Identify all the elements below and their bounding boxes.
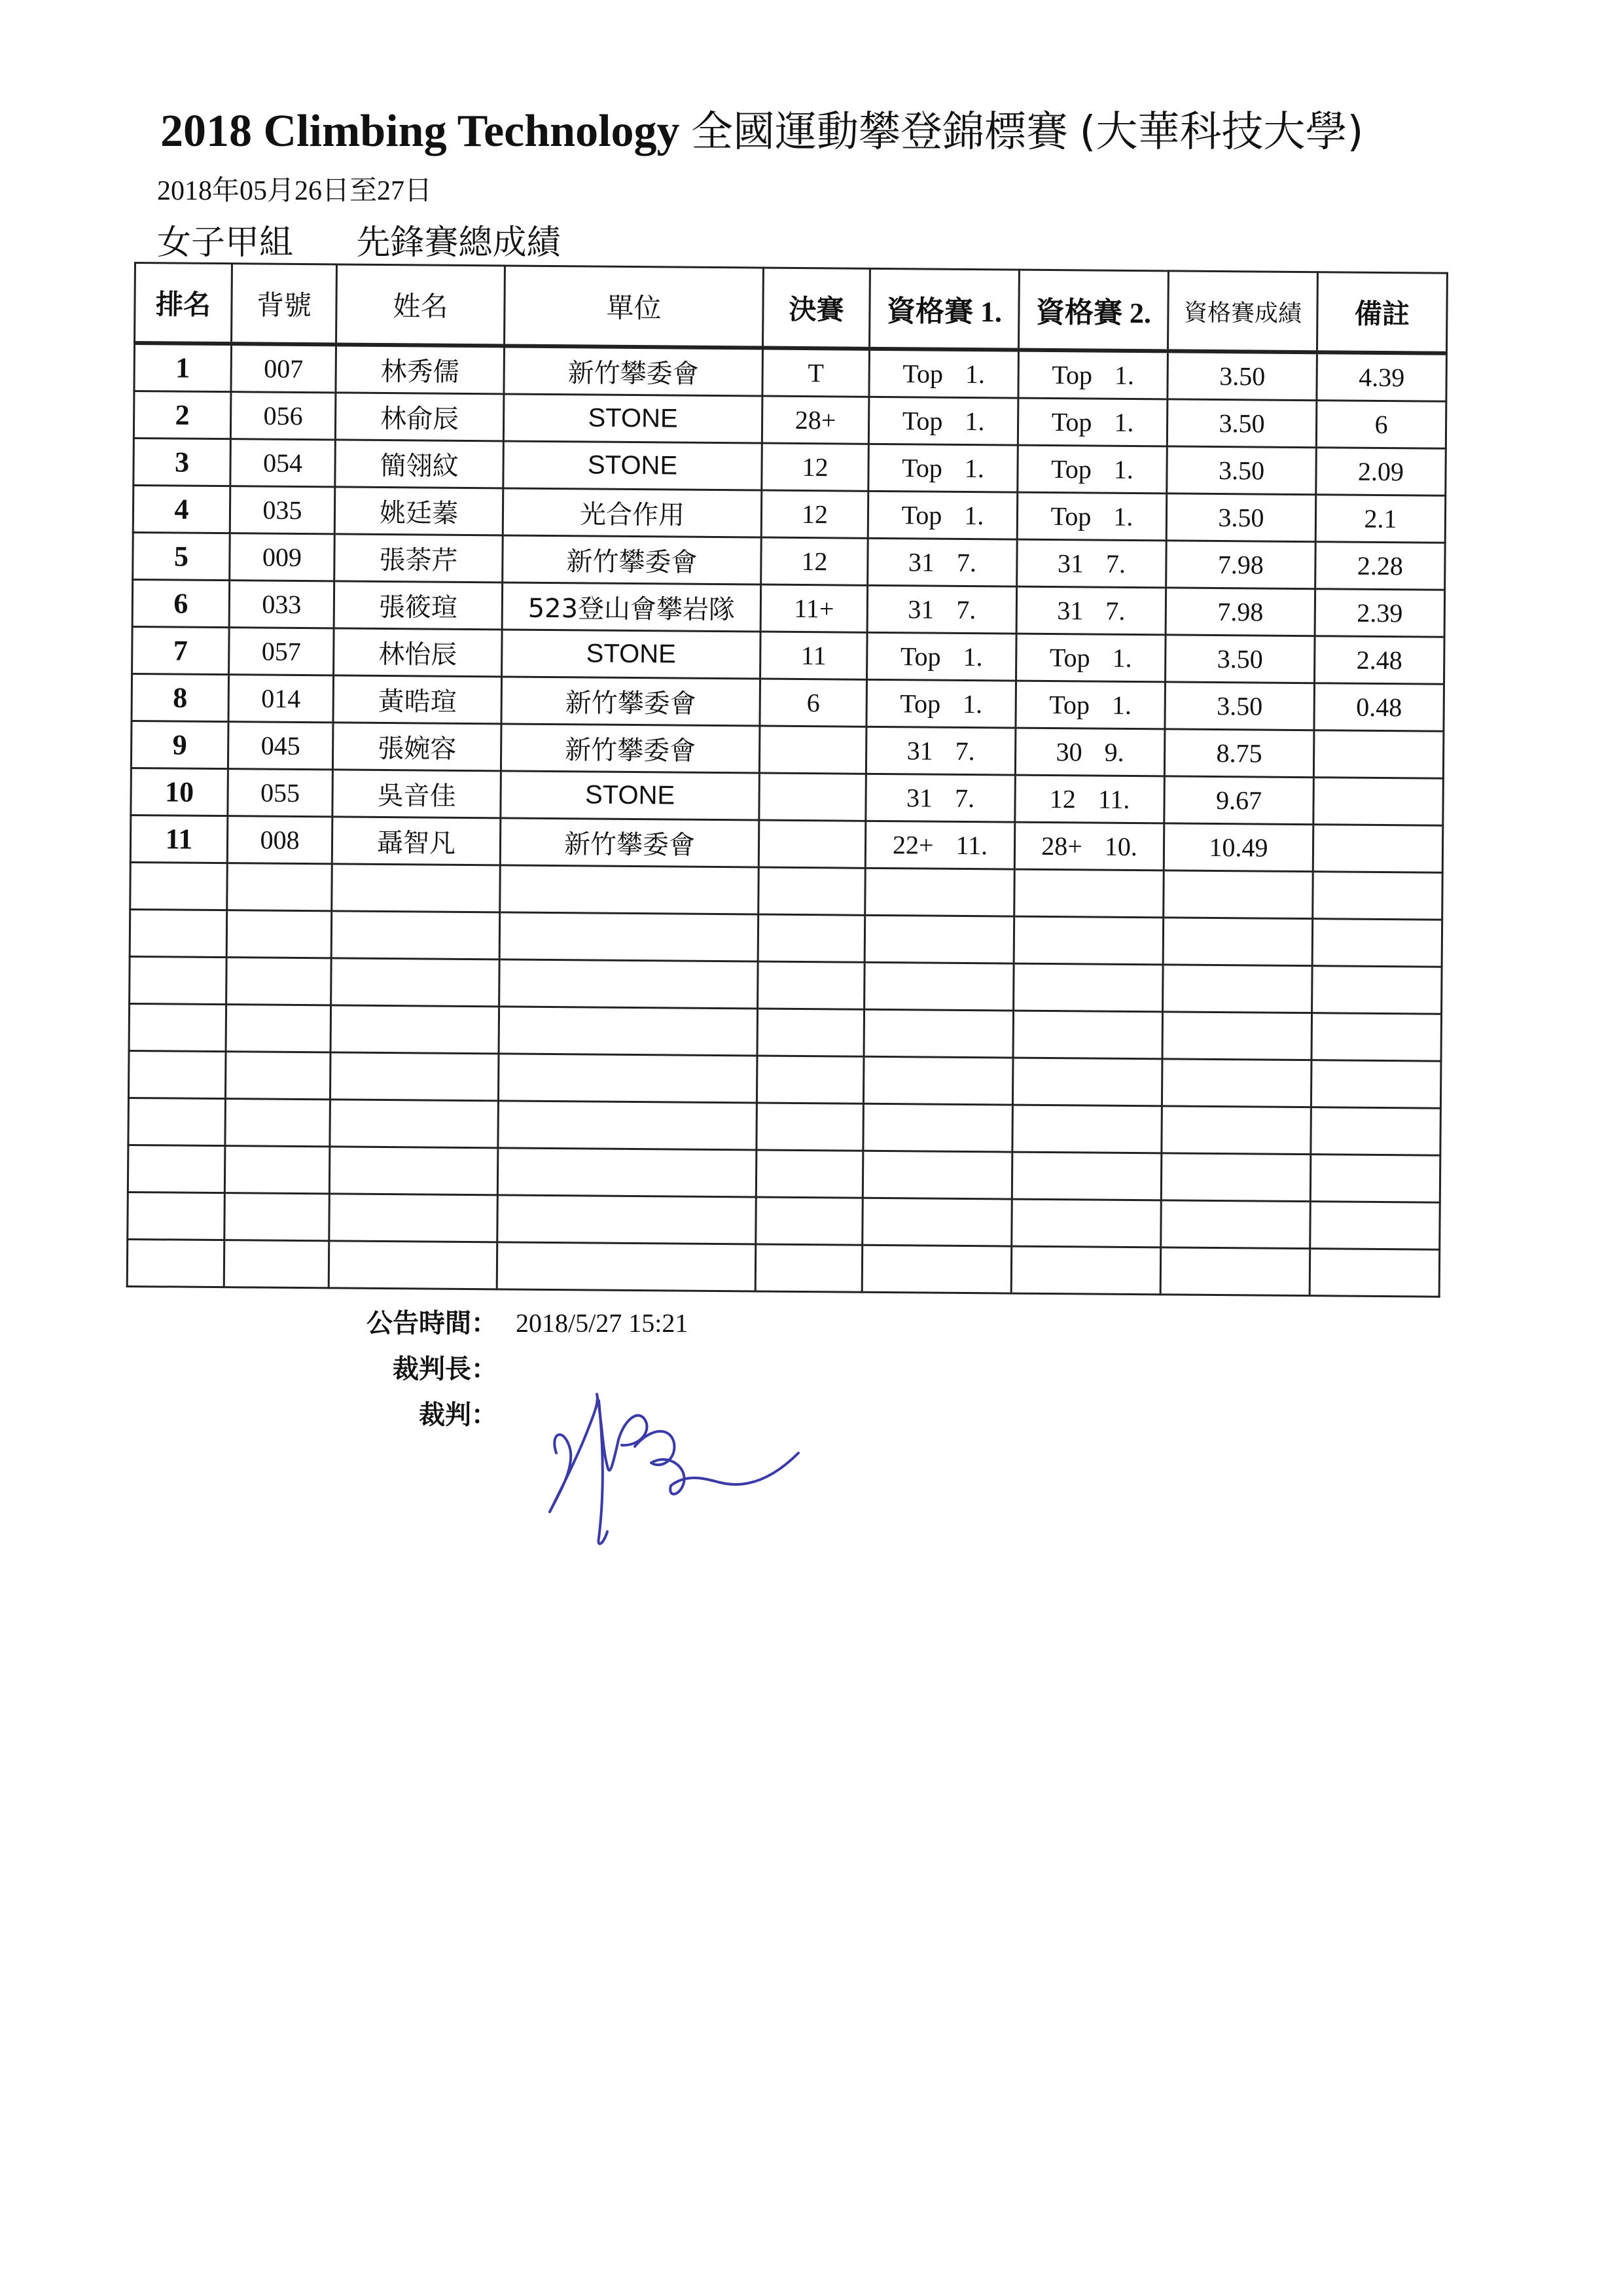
qualifier-1-rank: 7. bbox=[955, 736, 975, 766]
empty-cell bbox=[330, 1005, 499, 1054]
empty-cell bbox=[127, 1239, 224, 1287]
qualifier-1-cell bbox=[869, 349, 1019, 398]
header-qualifier-score: 資格賽成績 bbox=[1168, 271, 1317, 352]
empty-cell bbox=[497, 1195, 757, 1244]
rank-cell: 1 bbox=[134, 343, 232, 392]
empty-cell bbox=[128, 1050, 226, 1098]
empty-cell bbox=[130, 909, 227, 957]
empty-cell bbox=[1162, 1059, 1311, 1107]
empty-cell bbox=[1311, 1013, 1442, 1062]
empty-cell bbox=[865, 962, 1014, 1011]
qualifier-1-rank: 11. bbox=[955, 830, 988, 861]
team-cell: STONE bbox=[502, 630, 761, 679]
qualifier-1-rank: 1. bbox=[964, 453, 985, 484]
empty-cell bbox=[129, 1003, 226, 1051]
announce-time-row bbox=[340, 1302, 688, 1340]
team-cell: 523登山會攀岩隊 bbox=[502, 583, 761, 632]
qualifier-2-rank: 7. bbox=[1105, 548, 1126, 579]
note-cell bbox=[1313, 730, 1444, 779]
qualifier-1-result: Top bbox=[902, 406, 943, 436]
qualifier-2-result: 12 bbox=[1049, 784, 1077, 814]
qualifier-1-cell bbox=[868, 491, 1018, 539]
name-cell: 張婉容 bbox=[332, 723, 501, 771]
rank-cell: 6 bbox=[132, 579, 230, 627]
name-cell: 林俞辰 bbox=[335, 393, 504, 441]
qualifier-2-rank: 1. bbox=[1113, 501, 1133, 531]
rank-cell: 8 bbox=[132, 673, 229, 721]
final-cell: 12 bbox=[761, 537, 868, 585]
name-cell: 黃晧瑄 bbox=[333, 675, 502, 724]
qualifier-2-result: 28+ bbox=[1041, 831, 1082, 861]
qualifier-2-rank: 1. bbox=[1114, 407, 1134, 438]
results-table bbox=[126, 262, 1448, 1298]
empty-cell bbox=[1162, 1012, 1312, 1060]
empty-cell bbox=[757, 1056, 864, 1103]
qualifier-1-cell bbox=[866, 726, 1016, 775]
name-cell: 張筱瑄 bbox=[334, 581, 503, 630]
empty-cell bbox=[1160, 1247, 1310, 1296]
empty-cell bbox=[498, 1101, 757, 1150]
event-label: 先鋒賽總成績 bbox=[356, 223, 561, 262]
rank-cell: 7 bbox=[132, 626, 230, 674]
announce-time-value: 2018/5/27 15:21 bbox=[516, 1308, 688, 1338]
qualifier-score-cell: 3.50 bbox=[1165, 682, 1315, 730]
header-team: 單位 bbox=[505, 266, 764, 348]
note-cell: 6 bbox=[1316, 401, 1446, 449]
bib-cell: 054 bbox=[230, 439, 336, 487]
empty-cell bbox=[1310, 1155, 1440, 1203]
qualifier-1-cell bbox=[868, 444, 1018, 492]
qualifier-1-cell bbox=[867, 585, 1017, 634]
qualifier-2-result: 31 bbox=[1057, 548, 1084, 579]
team-cell: 新竹攀委會 bbox=[500, 818, 759, 867]
qualifier-1-rank: 1. bbox=[964, 500, 984, 531]
empty-cell bbox=[1310, 1202, 1440, 1250]
team-cell: 光合作用 bbox=[503, 488, 762, 537]
empty-cell bbox=[1163, 918, 1313, 966]
qualifier-2-cell bbox=[1016, 681, 1166, 729]
qualifier-2-cell bbox=[1017, 539, 1167, 588]
empty-cell bbox=[331, 958, 500, 1007]
empty-cell bbox=[1311, 1060, 1441, 1109]
empty-cell bbox=[863, 1056, 1013, 1105]
team-cell: 新竹攀委會 bbox=[501, 677, 760, 726]
bib-cell: 033 bbox=[229, 581, 334, 628]
chief-judge-row bbox=[340, 1348, 497, 1386]
empty-cell bbox=[497, 1148, 757, 1197]
qualifier-score-cell: 3.50 bbox=[1166, 493, 1316, 542]
empty-cell bbox=[1014, 869, 1164, 918]
empty-cell bbox=[1161, 1200, 1311, 1249]
section-heading bbox=[157, 215, 561, 264]
name-cell: 林秀儒 bbox=[336, 344, 505, 394]
empty-cell bbox=[226, 910, 332, 958]
empty-cell bbox=[498, 1054, 757, 1103]
qualifier-2-result: Top bbox=[1051, 454, 1092, 484]
qualifier-1-result: 22+ bbox=[892, 830, 934, 860]
empty-cell bbox=[130, 862, 228, 910]
final-cell bbox=[758, 820, 866, 868]
announce-time-label: 公告時間： bbox=[366, 1308, 497, 1338]
bib-cell: 056 bbox=[230, 392, 336, 440]
empty-cell bbox=[224, 1193, 330, 1241]
qualifier-2-rank: 9. bbox=[1104, 737, 1124, 767]
note-cell: 4.39 bbox=[1317, 352, 1447, 401]
empty-cell bbox=[758, 914, 865, 962]
empty-cell bbox=[500, 865, 759, 914]
note-cell: 0.48 bbox=[1314, 683, 1444, 732]
empty-cell bbox=[1014, 963, 1164, 1012]
empty-cell bbox=[863, 1151, 1012, 1199]
empty-cell bbox=[225, 1052, 330, 1100]
title-prefix: 2018 Climbing Technology bbox=[160, 106, 680, 156]
qualifier-1-result: Top bbox=[900, 641, 941, 672]
qualifier-1-result: Top bbox=[902, 453, 943, 483]
final-cell: 12 bbox=[762, 443, 869, 491]
empty-cell bbox=[864, 1009, 1014, 1058]
qualifier-1-rank: 1. bbox=[962, 689, 983, 719]
qualifier-1-rank: 7. bbox=[956, 594, 976, 625]
team-cell: 新竹攀委會 bbox=[504, 346, 763, 396]
empty-cell bbox=[499, 1007, 758, 1056]
qualifier-2-result: Top bbox=[1049, 690, 1090, 720]
qualifier-2-cell bbox=[1018, 350, 1168, 399]
bib-cell: 009 bbox=[230, 533, 335, 581]
final-cell: 6 bbox=[760, 679, 867, 726]
results-table-wrapper bbox=[126, 262, 1446, 1298]
empty-cell bbox=[1014, 916, 1164, 965]
note-cell: 2.09 bbox=[1316, 448, 1446, 496]
empty-cell bbox=[224, 1240, 329, 1288]
qualifier-2-cell bbox=[1015, 728, 1165, 776]
qualifier-1-cell bbox=[866, 679, 1016, 728]
qualifier-2-cell bbox=[1017, 492, 1167, 541]
empty-cell bbox=[499, 960, 758, 1009]
empty-cell bbox=[130, 956, 227, 1004]
title-suffix: (大華科技大學) bbox=[1079, 108, 1364, 156]
empty-cell bbox=[1011, 1246, 1161, 1295]
qualifier-1-result: 31 bbox=[906, 783, 933, 813]
qualifier-2-result: Top bbox=[1051, 407, 1092, 437]
empty-cell bbox=[1161, 1153, 1311, 1202]
division-label: 女子甲組 bbox=[157, 223, 294, 262]
qualifier-1-result: Top bbox=[902, 359, 944, 389]
empty-cell bbox=[756, 1197, 863, 1245]
empty-cell bbox=[1012, 1058, 1162, 1106]
empty-cell bbox=[758, 867, 866, 915]
empty-cell bbox=[497, 1242, 756, 1291]
qualifier-2-cell bbox=[1014, 822, 1164, 870]
qualifier-1-cell bbox=[867, 632, 1017, 681]
team-cell: STONE bbox=[501, 771, 760, 820]
header-qualifier-2: 資格賽 2. bbox=[1018, 270, 1168, 351]
empty-cell bbox=[499, 912, 758, 961]
empty-cell bbox=[758, 961, 865, 1009]
qualifier-1-result: 31 bbox=[908, 594, 935, 624]
qualifier-score-cell: 7.98 bbox=[1166, 541, 1316, 589]
empty-cell bbox=[1012, 1199, 1162, 1247]
header-name: 姓名 bbox=[336, 264, 505, 346]
empty-cell bbox=[1312, 919, 1442, 967]
qualifier-1-rank: 1. bbox=[965, 359, 986, 389]
qualifier-2-result: 30 bbox=[1056, 737, 1082, 767]
rank-cell: 3 bbox=[134, 439, 231, 486]
final-cell: 11+ bbox=[760, 584, 868, 632]
bib-cell: 045 bbox=[228, 722, 333, 770]
empty-cell bbox=[225, 1099, 330, 1147]
qualifier-2-rank: 10. bbox=[1104, 831, 1137, 862]
qualifier-1-result: 31 bbox=[908, 547, 935, 577]
name-cell: 張荼芹 bbox=[334, 534, 503, 583]
judge-signature bbox=[537, 1355, 831, 1551]
empty-cell bbox=[1013, 1011, 1163, 1059]
empty-cell bbox=[1012, 1152, 1162, 1200]
name-cell: 聶智凡 bbox=[332, 817, 501, 865]
team-cell: STONE bbox=[503, 394, 762, 443]
empty-cell bbox=[757, 1009, 865, 1056]
qualifier-2-result: Top bbox=[1049, 643, 1090, 673]
bib-cell: 055 bbox=[228, 769, 333, 817]
empty-cell bbox=[226, 958, 332, 1005]
empty-cell bbox=[756, 1150, 863, 1198]
final-cell: 28+ bbox=[762, 396, 869, 444]
qualifier-1-result: 31 bbox=[906, 736, 933, 766]
team-cell: STONE bbox=[503, 441, 762, 490]
rank-cell: 5 bbox=[133, 532, 230, 580]
bib-cell: 057 bbox=[229, 628, 334, 675]
empty-cell bbox=[330, 1100, 499, 1148]
rank-cell: 4 bbox=[133, 486, 230, 533]
empty-cell bbox=[863, 1103, 1013, 1152]
header-rank: 排名 bbox=[135, 263, 232, 344]
rank-cell: 9 bbox=[131, 721, 228, 768]
empty-cell bbox=[329, 1147, 498, 1195]
qualifier-1-cell bbox=[866, 774, 1016, 822]
note-cell bbox=[1313, 778, 1444, 826]
empty-cell bbox=[331, 911, 500, 960]
rank-cell: 2 bbox=[134, 391, 231, 439]
empty-cell bbox=[1311, 1107, 1441, 1156]
qualifier-score-cell: 9.67 bbox=[1164, 776, 1314, 825]
bib-cell: 014 bbox=[228, 675, 334, 723]
qualifier-1-rank: 1. bbox=[965, 406, 985, 437]
qualifier-2-rank: 1. bbox=[1114, 360, 1135, 391]
qualifier-2-result: 31 bbox=[1057, 596, 1084, 626]
name-cell: 簡翎紋 bbox=[335, 440, 504, 488]
qualifier-2-rank: 11. bbox=[1097, 784, 1130, 814]
empty-cell bbox=[224, 1146, 330, 1194]
empty-cell bbox=[863, 1198, 1012, 1246]
team-cell: 新竹攀委會 bbox=[501, 724, 760, 773]
empty-cell bbox=[1012, 1105, 1162, 1153]
document-title bbox=[160, 98, 1363, 158]
empty-cell bbox=[329, 1241, 497, 1289]
empty-cell bbox=[757, 1103, 864, 1151]
empty-cell bbox=[128, 1192, 225, 1240]
qualifier-2-cell bbox=[1016, 586, 1166, 635]
qualifier-score-cell: 3.50 bbox=[1168, 351, 1317, 400]
qualifier-2-rank: 7. bbox=[1105, 596, 1126, 626]
qualifier-1-rank: 1. bbox=[963, 641, 983, 672]
note-cell bbox=[1313, 825, 1443, 873]
judge-label: 裁判： bbox=[419, 1400, 497, 1430]
team-cell: 新竹攀委會 bbox=[503, 535, 762, 584]
qualifier-2-cell bbox=[1015, 775, 1165, 823]
results-body bbox=[127, 343, 1446, 1297]
empty-cell bbox=[1163, 965, 1313, 1013]
bib-cell: 035 bbox=[230, 486, 335, 534]
qualifier-score-cell: 10.49 bbox=[1164, 823, 1313, 872]
empty-cell bbox=[862, 1245, 1012, 1293]
empty-cell bbox=[1312, 966, 1442, 1014]
qualifier-1-rank: 7. bbox=[956, 547, 977, 578]
qualifier-2-rank: 1. bbox=[1113, 454, 1134, 485]
title-main: 全國運動攀登錦標賽 bbox=[691, 108, 1069, 156]
table-header-row bbox=[135, 263, 1448, 353]
qualifier-score-cell: 8.75 bbox=[1164, 729, 1314, 778]
qualifier-1-rank: 7. bbox=[954, 783, 975, 814]
empty-cell bbox=[1313, 872, 1443, 920]
final-cell: 12 bbox=[761, 490, 868, 538]
rank-cell: 11 bbox=[130, 815, 228, 863]
competition-date: 2018年05月26日至27日 bbox=[157, 176, 433, 206]
header-bib: 背號 bbox=[232, 264, 337, 345]
name-cell: 吳音佳 bbox=[332, 770, 501, 818]
empty-table-row bbox=[127, 1239, 1440, 1297]
qualifier-2-result: Top bbox=[1052, 360, 1093, 390]
empty-cell bbox=[1310, 1249, 1440, 1297]
empty-cell bbox=[226, 1005, 331, 1052]
rank-cell: 10 bbox=[131, 768, 228, 816]
final-cell bbox=[759, 726, 866, 774]
qualifier-score-cell: 3.50 bbox=[1167, 446, 1317, 495]
empty-cell bbox=[865, 915, 1014, 963]
note-cell: 2.39 bbox=[1315, 589, 1445, 637]
qualifier-2-result: Top bbox=[1050, 501, 1092, 531]
qualifier-score-cell: 3.50 bbox=[1166, 635, 1315, 683]
qualifier-2-cell bbox=[1018, 398, 1168, 446]
header-note: 備註 bbox=[1317, 272, 1447, 353]
header-final: 決賽 bbox=[762, 268, 870, 349]
final-cell bbox=[759, 773, 866, 821]
qualifier-1-cell bbox=[868, 397, 1018, 445]
empty-cell bbox=[755, 1244, 863, 1292]
bib-cell: 007 bbox=[231, 344, 336, 393]
name-cell: 林怡辰 bbox=[334, 628, 503, 677]
qualifier-1-cell bbox=[868, 538, 1018, 586]
name-cell: 姚廷蓁 bbox=[334, 487, 503, 535]
empty-cell bbox=[329, 1194, 498, 1242]
final-cell: 11 bbox=[760, 632, 868, 679]
qualifier-score-cell: 7.98 bbox=[1166, 588, 1315, 636]
qualifier-2-cell bbox=[1016, 634, 1166, 682]
qualifier-1-cell bbox=[865, 821, 1015, 869]
empty-cell bbox=[1162, 1106, 1311, 1155]
empty-cell bbox=[330, 1052, 499, 1101]
header-qualifier-1: 資格賽 1. bbox=[869, 268, 1019, 350]
bib-cell: 008 bbox=[227, 816, 332, 864]
final-cell: T bbox=[762, 348, 870, 397]
qualifier-2-cell bbox=[1018, 445, 1168, 493]
qualifier-1-result: Top bbox=[900, 689, 941, 719]
empty-cell bbox=[227, 863, 332, 911]
note-cell: 2.1 bbox=[1315, 495, 1446, 543]
empty-cell bbox=[332, 864, 501, 912]
empty-cell bbox=[128, 1145, 225, 1193]
empty-cell bbox=[128, 1098, 226, 1145]
qualifier-score-cell: 3.50 bbox=[1167, 399, 1317, 448]
qualifier-2-rank: 1. bbox=[1111, 690, 1132, 720]
empty-cell bbox=[865, 868, 1015, 916]
qualifier-2-rank: 1. bbox=[1112, 643, 1132, 673]
qualifier-1-result: Top bbox=[901, 500, 942, 530]
note-cell: 2.28 bbox=[1315, 542, 1446, 590]
chief-judge-label: 裁判長： bbox=[393, 1354, 497, 1384]
empty-cell bbox=[1164, 870, 1313, 919]
note-cell: 2.48 bbox=[1315, 636, 1445, 685]
judge-row bbox=[340, 1394, 497, 1431]
